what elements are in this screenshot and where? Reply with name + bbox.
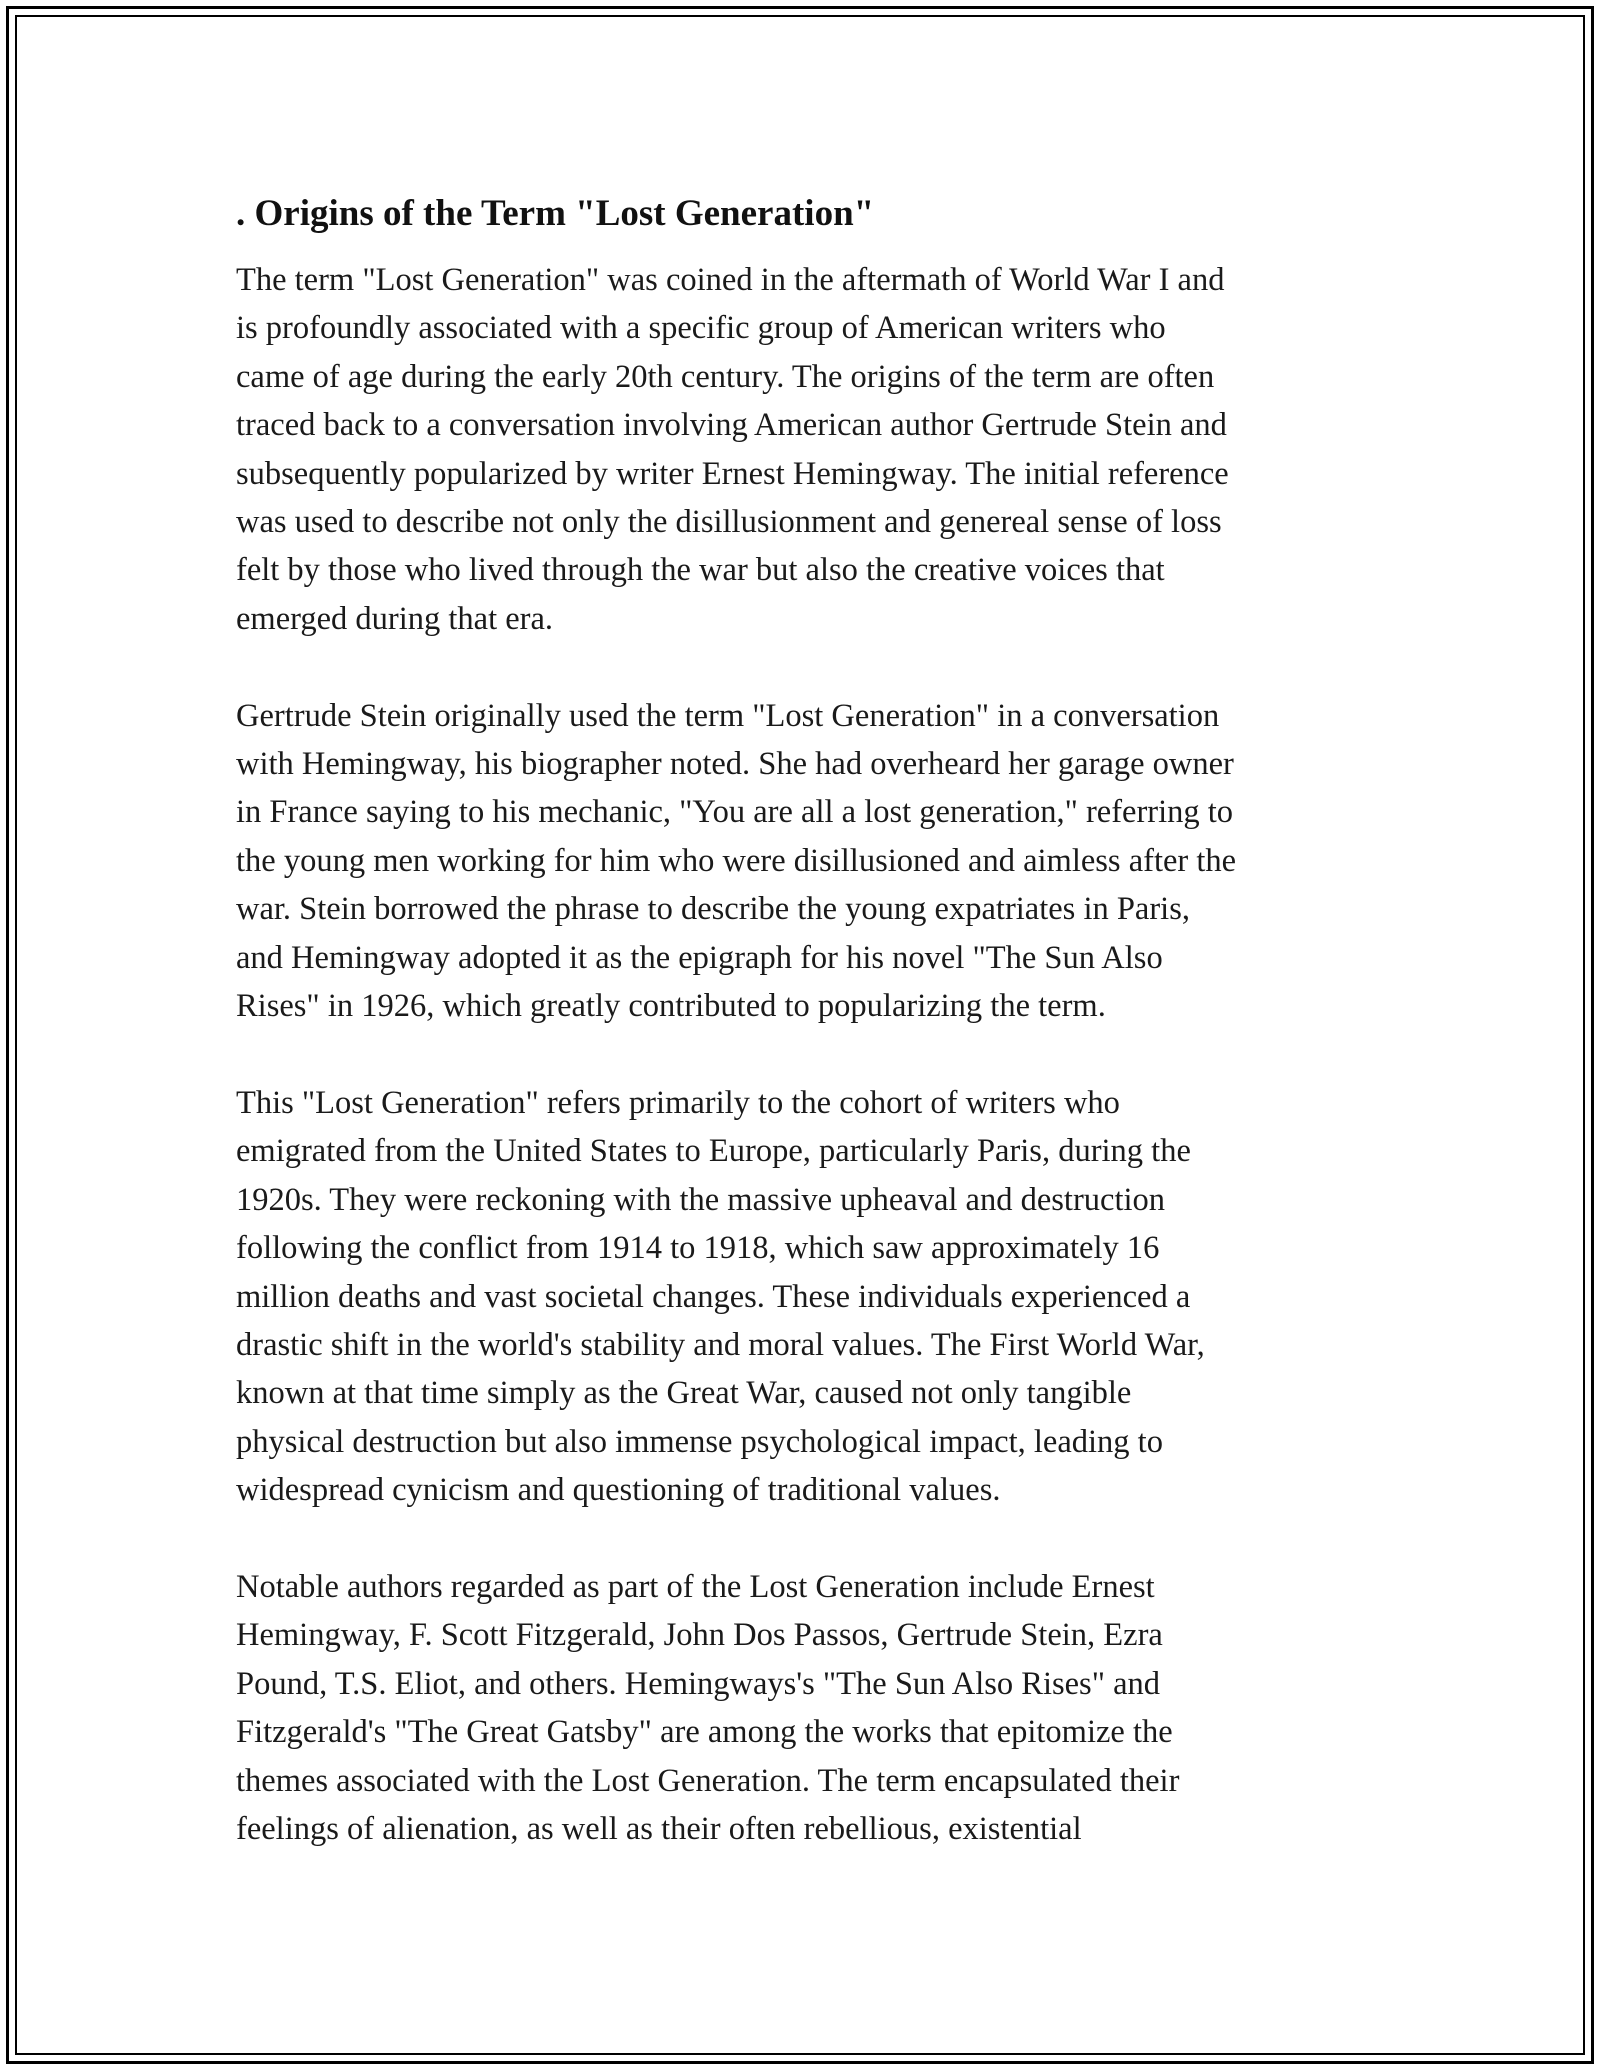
text-line: 1920s. They were reckoning with the massive upheaval and destruction bbox=[236, 1181, 1166, 1218]
text-line: million deaths and vast societal changes. These individuals experienced a bbox=[236, 1278, 1191, 1315]
text-line: is profoundly associated with a specific group of American writers who bbox=[236, 310, 1166, 347]
text-line: widespread cynicism and questioning of traditional values. bbox=[236, 1472, 1001, 1509]
text-line: was used to describe not only the disillusionment and genereal sense of loss bbox=[236, 504, 1222, 541]
text-line: in France saying to his mechanic, "You are all a lost generation," referring to bbox=[236, 794, 1234, 831]
text-line: Notable authors regarded as part of the Lost Generation include Ernest bbox=[236, 1568, 1155, 1605]
text-line: Hemingway, F. Scott Fitzgerald, John Dos Passos, Gertrude Stein, Ezra bbox=[236, 1617, 1163, 1654]
text-line: felt by those who lived through the war but also the creative voices that bbox=[236, 552, 1165, 589]
text-line: following the conflict from 1914 to 1918, which saw approximately 16 bbox=[236, 1230, 1160, 1267]
text-line: Fitzgerald's "The Great Gatsby" are among the works that epitomize the bbox=[236, 1714, 1173, 1751]
text-line: Rises" in 1926, which greatly contributed to popularizing the term. bbox=[236, 988, 1106, 1025]
text-line: emigrated from the United States to Europe, particularly Paris, during the bbox=[236, 1133, 1191, 1170]
paragraph-authors bbox=[236, 1563, 1376, 1853]
text-line: emerged during that era. bbox=[236, 600, 554, 637]
text-line: feelings of alienation, as well as their often rebellious, existential bbox=[236, 1810, 1082, 1847]
text-line: physical destruction but also immense psychological impact, leading to bbox=[236, 1423, 1163, 1460]
paragraph-origins bbox=[236, 256, 1376, 643]
text-line: The term "Lost Generation" was coined in the aftermath of World War I and bbox=[236, 262, 1225, 298]
text-line: drastic shift in the world's stability and moral values. The First World War, bbox=[236, 1326, 1205, 1363]
text-line: the young men working for him who were disillusioned and aimless after the bbox=[236, 842, 1237, 879]
text-line: with Hemingway, his biographer noted. She had overheard her garage owner bbox=[236, 746, 1234, 783]
text-line: Pound, T.S. Eliot, and others. Hemingways's "The Sun Also Rises" and bbox=[236, 1665, 1161, 1702]
text-line: known at that time simply as the Great War, caused not only tangible bbox=[236, 1375, 1132, 1412]
document-body bbox=[236, 188, 1376, 1902]
text-line: traced back to a conversation involving American author Gertrude Stein and bbox=[236, 407, 1227, 444]
paragraph-stein bbox=[236, 692, 1376, 1031]
text-line: came of age during the early 20th century. The origins of the term are often bbox=[236, 358, 1215, 395]
paragraph-cohort bbox=[236, 1079, 1376, 1515]
text-line: subsequently popularized by writer Ernest Hemingway. The initial reference bbox=[236, 455, 1229, 492]
section-heading: . Origins of the Term "Lost Generation" bbox=[236, 193, 875, 234]
text-line: war. Stein borrowed the phrase to describe the young expatriates in Paris, bbox=[236, 891, 1190, 928]
text-line: and Hemingway adopted it as the epigraph for his novel "The Sun Also bbox=[236, 939, 1163, 976]
text-line: This "Lost Generation" refers primarily to the cohort of writers who bbox=[236, 1084, 1120, 1121]
text-line: themes associated with the Lost Generation. The term encapsulated their bbox=[236, 1762, 1180, 1799]
text-line: Gertrude Stein originally used the term "Lost Generation" in a conversation bbox=[236, 697, 1220, 734]
